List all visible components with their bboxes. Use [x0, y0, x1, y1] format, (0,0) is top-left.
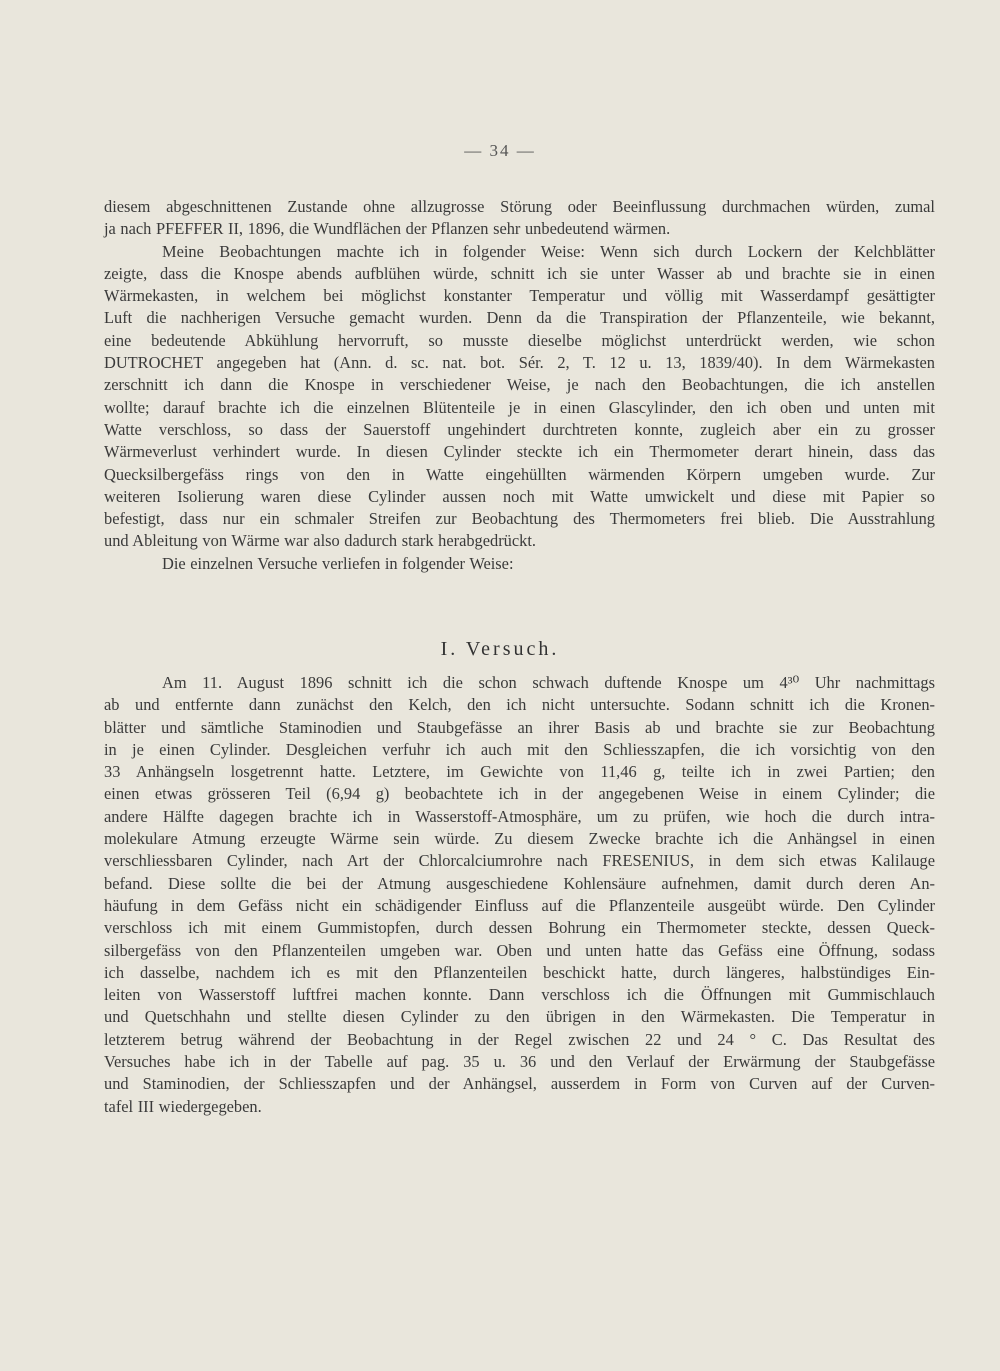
text-line: molekulare Atmung erzeugte Wärme sein würde. Zu diesem Zwecke brachte ich die Anhängsel in einen	[104, 829, 935, 849]
text-line: andere Hälfte dagegen brachte ich in Wasserstoff-Atmosphäre, um zu prüfen, wie hoch die durch intra-	[104, 806, 935, 826]
text-line: ab und entfernte dann zunächst den Kelch, den ich nicht untersuchte. Sodann schnitt ich die Kronen-	[104, 695, 935, 715]
text-line: befestigt, dass nur ein schmaler Streifen zur Beobachtung des Thermometers frei blieb. Die Ausstrahlung	[104, 509, 935, 529]
text-line: Watte verschloss, so dass der Sauerstoff ungehindert durchtreten konnte, zugleich aber ein zu grosser	[104, 419, 935, 439]
text-line: Wärmeverlust verhindert wurde. In diesen Cylinder steckte ich ein Thermometer derart hinein, dass das	[104, 442, 935, 462]
text-line: letzterem betrug während der Beobachtung in der Regel zwischen 22 und 24 ° C. Das Resultat des	[104, 1029, 935, 1049]
text-line: tafel III wiedergegeben.	[104, 1096, 262, 1116]
text-line: Versuches habe ich in der Tabelle auf pag. 35 u. 36 und den Verlauf der Erwärmung der Staubgefässe	[104, 1052, 935, 1072]
text-line: leiten von Wasserstoff luftfrei machen konnte. Dann verschloss ich die Öffnungen mit Gummischlauch	[104, 985, 935, 1005]
text-line: Luft die nachherigen Versuche gemacht wurden. Denn da die Transpiration der Pflanzenteile, wie bekannt,	[104, 308, 935, 328]
text-line: DUTROCHET angegeben hat (Ann. d. sc. nat. bot. Sér. 2, T. 12 u. 13, 1839/40). In dem Wärmekasten	[104, 353, 935, 373]
text-line: und Quetschhahn und stellte diesen Cylinder zu den übrigen in den Wärmekasten. Die Temperatur in	[104, 1007, 935, 1027]
section-title: I. Versuch.	[440, 638, 560, 660]
text-line: und Ableitung von Wärme war also dadurch stark herabgedrückt.	[104, 531, 536, 551]
text-line: Am 11. August 1896 schnitt ich die schon schwach duftende Knospe um 4³⁰ Uhr nachmittags	[162, 673, 935, 692]
text-line: Quecksilbergefäss rings von den in Watte eingehüllten wärmenden Körpern umgeben wurde. Zur	[104, 464, 935, 484]
text-line: einen etwas grösseren Teil (6,94 g) beobachtete ich in der angegebenen Weise in einem Cylinder; die	[104, 784, 935, 804]
text-line: weiteren Isolierung waren diese Cylinder aussen noch mit Watte umwickelt und diese mit Papier so	[104, 486, 935, 506]
body-text-top	[104, 196, 935, 575]
text-line: Meine Beobachtungen machte ich in folgender Weise: Wenn sich durch Lockern der Kelchblätter	[162, 241, 935, 261]
text-line: wollte; darauf brachte ich die einzelnen Blütenteile je in einen Glascylinder, den ich oben und unten mit	[104, 397, 935, 417]
text-line: befand. Diese sollte die bei der Atmung ausgeschiedene Kohlensäure aufnehmen, damit durch deren An-	[104, 873, 935, 893]
text-line: 33 Anhängseln losgetrennt hatte. Letztere, im Gewichte von 11,46 g, teilte ich in zwei Partien; den	[104, 762, 935, 782]
text-line: und Staminodien, der Schliesszapfen und der Anhängsel, ausserdem in Form von Curven auf der Curven-	[104, 1074, 935, 1094]
text-line: eine bedeutende Abkühlung hervorruft, so musste dieselbe möglichst unterdrückt werden, wie schon	[104, 330, 935, 350]
text-line: häufung in dem Gefäss nicht ein schädigender Einfluss auf die Pflanzenteile ausgeübt würde. Den Cylinder	[104, 895, 935, 915]
text-line: zeigte, dass die Knospe abends aufblühen würde, schnitt ich sie unter Wasser ab und brachte sie in einen	[104, 263, 935, 283]
page-number-header: — 34 —	[464, 141, 536, 160]
text-line: zerschnitt ich dann die Knospe in verschiedener Weise, je nach den Beobachtungen, die ich anstellen	[104, 375, 935, 395]
text-line: diesem abgeschnittenen Zustande ohne allzugrosse Störung oder Beeinflussung durchmachen würden, zumal	[104, 197, 935, 216]
text-line: Die einzelnen Versuche verliefen in folgender Weise:	[162, 553, 514, 573]
text-line: Wärmekasten, in welchem bei möglichst konstanter Temperatur und völlig mit Wasserdampf gesättigter	[104, 286, 935, 306]
text-line: ich dasselbe, nachdem ich es mit den Pflanzenteilen beschickt hatte, durch längeres, halbstündiges Ein-	[104, 962, 935, 982]
text-line: blätter und sämtliche Staminodien und Staubgefässe an ihrer Basis ab und brachte sie zur Beobachtung	[104, 717, 935, 737]
text-line: in je einen Cylinder. Desgleichen verfuhr ich auch mit den Schliesszapfen, die ich vorsichtig von den	[104, 739, 935, 759]
text-line: verschliessbaren Cylinder, nach Art der Chlorcalciumrohre nach FRESENIUS, in dem sich etwas Kalilauge	[104, 851, 935, 871]
text-line: silbergefäss von den Pflanzenteilen umgeben war. Oben und unten hatte das Gefäss eine Öffnung, sodass	[104, 940, 935, 960]
text-line: verschloss ich mit einem Gummistopfen, durch dessen Bohrung ein Thermometer steckte, dessen Queck-	[104, 918, 935, 938]
body-text-bottom	[104, 672, 935, 1118]
text-line: ja nach PFEFFER II, 1896, die Wundflächen der Pflanzen sehr unbedeutend wärmen.	[104, 219, 671, 239]
